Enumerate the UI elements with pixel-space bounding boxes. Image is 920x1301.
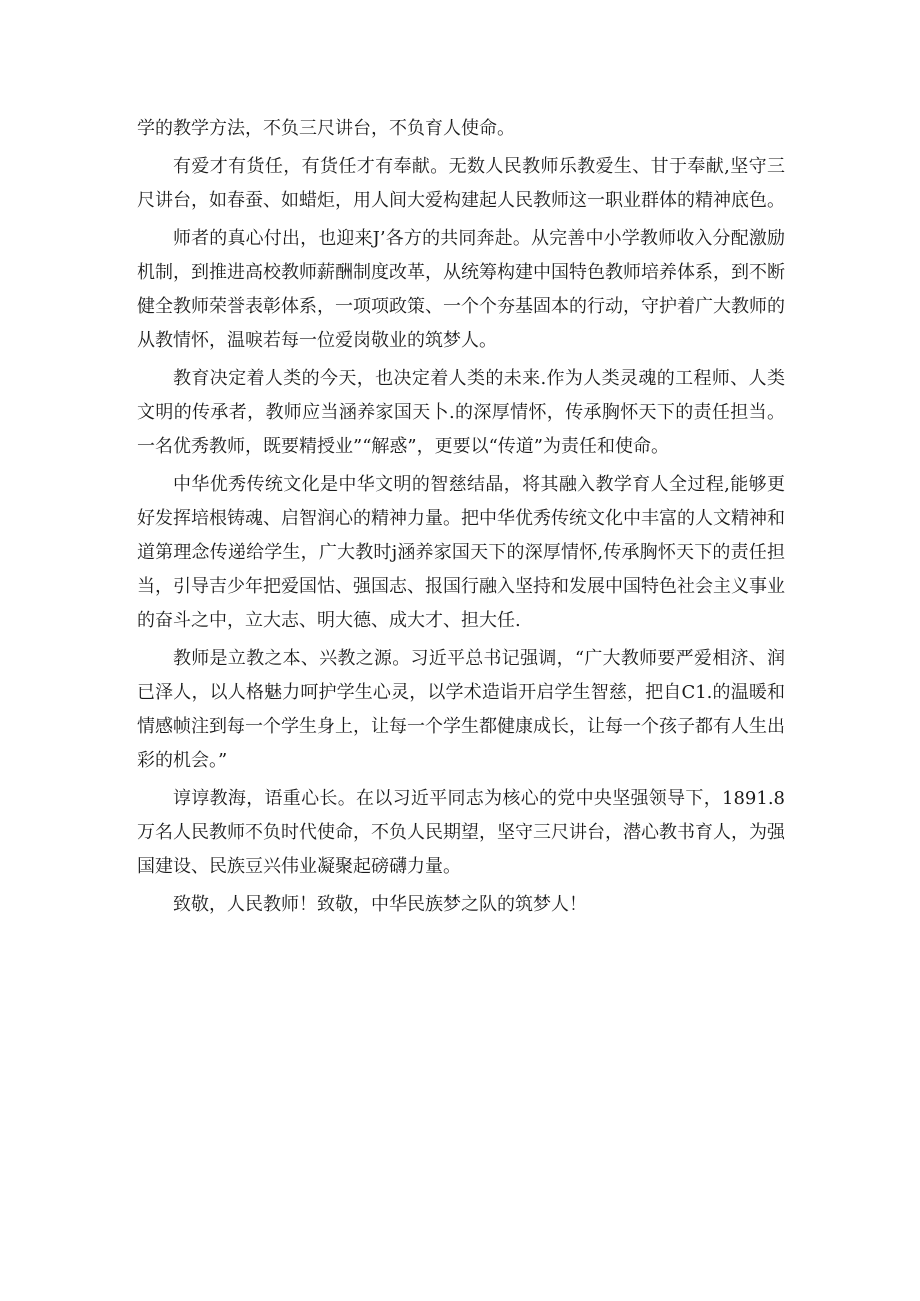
article-body [137, 112, 785, 926]
paragraph-continuation: 学的教学方法，不负三尺讲台，不负育人使命。 [137, 118, 515, 139]
paragraph: 教育决定着人类的今天，也决定着人类的未来.作为人类灵魂的工程师、人类文明的传承者，教师应当涵养家国天卜.的深厚情怀，传承胸怀天下的责任担当。一名优秀教师，既要精授业”“解惑”，更要以“传道”为责任和使命。 [137, 368, 785, 457]
closing-paragraph: 致敬，人民教师！致敬，中华民族梦之队的筑梦人！ [173, 894, 587, 915]
paragraph: 师者的真心付出，也迎来J’各方的共同奔赴。从完善中小学教师收入分配激励机制，到推进高校教师薪酬制度改革，从统筹构建中国特色教师培养体系，到不断健全教师荣誉表彰体系，一项项政策、一个个夯基固本的行动，守护着广大教师的从教情怀，温唳若每一位爱岗敬业的筑梦人。 [137, 228, 785, 351]
paragraph: 谆谆教海，语重心长。在以习近平同志为核心的党中央坚强领导下，1891.8万名人民教师不负时代使命，不负人民期望，坚守三尺讲台，潜心教书育人，为强国建设、民族豆兴伟业凝聚起磅礴力量。 [137, 788, 785, 877]
paragraph: 中华优秀传统文化是中华文明的智慈结晶，将其融入教学育人全过程,能够更好发挥培根铸魂、启智润心的精神力量。把中华优秀传统文化中丰富的人文精神和道第理念传递给学生，广大教时j涵养家国天下的深厚情怀,传承胸怀天下的责任担当，引导吉少年把爱国怙、强国志、报国行融入坚持和发展中国特色社会主义事业的奋斗之中，立大志、明大德、成大才、担大任. [137, 474, 785, 631]
paragraph: 有爱才有货任，有货任才有奉献。无数人民教师乐教爱生、甘于奉献,坚守三尺讲台，如春蚕、如蜡炬，用人间大爱构建起人民教师这一职业群体的精神底色。 [137, 156, 785, 211]
paragraph: 教师是立教之本、兴教之源。习近平总书记强调，“广大教师要严爱相济、润已泽人，以人格魅力呵护学生心灵，以学术造诣开启学生智慈，把自C1.的温暖和情感帧注到每一个学生身上，让每一个学生都健康成长，让每一个孩子都有人生出彩的机会。” [137, 648, 785, 771]
